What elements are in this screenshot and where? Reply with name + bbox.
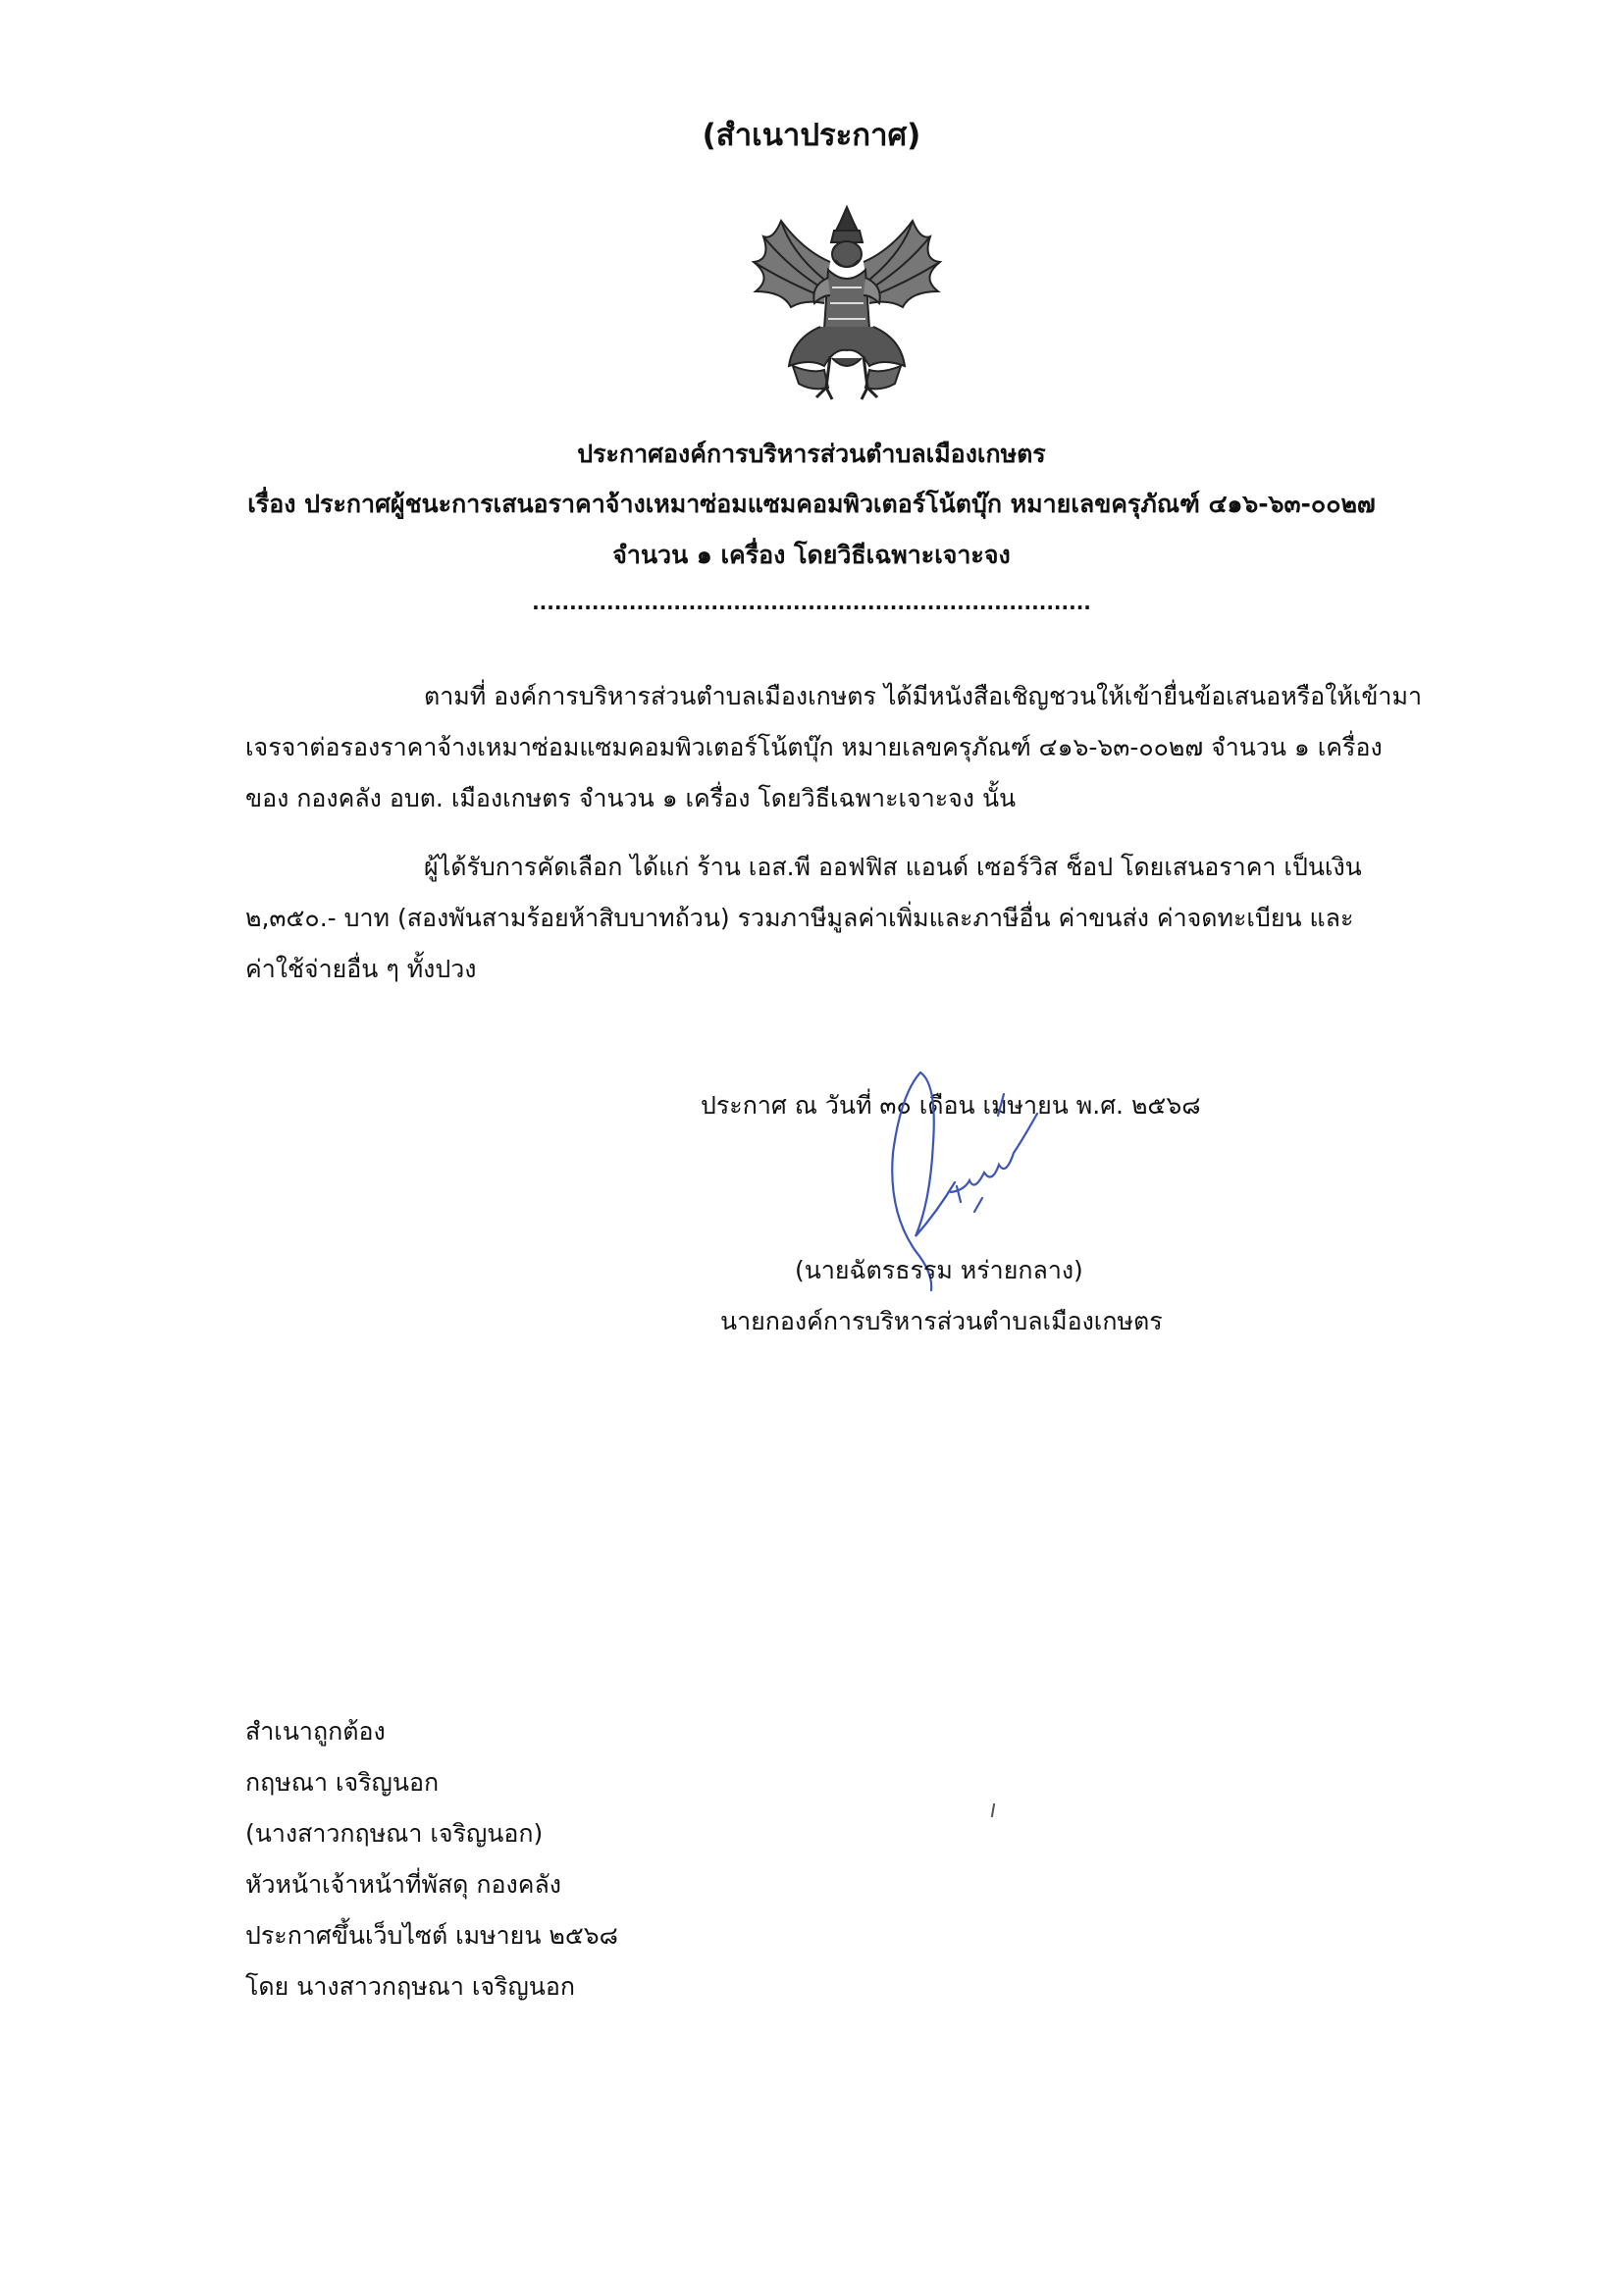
paragraph-1-line-1: ตามที่ องค์การบริหารส่วนตำบลเมืองเกษตร ได้มีหนังสือเชิญชวนให้เข้ายื่นข้อเสนอหรือให้เข้ามา [424,682,1422,710]
certification-line-1: สำเนาถูกต้อง [245,1717,386,1746]
certification-line-3: (นางสาวกฤษณา เจริญนอก) [245,1819,544,1848]
garuda-emblem-icon [734,201,960,407]
signatory-name: (นายฉัตรธรรม หร่ายกลาง) [795,1256,1083,1284]
paragraph-2-line-2: ๒,๓๕๐.- บาท (สองพันสามร้อยห้าสิบบาทถ้วน) รวมภาษีมูลค่าเพิ่มและภาษีอื่น ค่าขนส่ง ค่าจดทะเบียน และ [245,904,1354,932]
scan-mark [991,1803,995,1817]
paragraph-2-line-3: ค่าใช้จ่ายอื่น ๆ ทั้งปวง [245,955,477,983]
certification-line-5: ประกาศขึ้นเว็บไซต์ เมษายน ๒๕๖๘ [245,1921,618,1950]
title-line-1: ประกาศองค์การบริหารส่วนตำบลเมืองเกษตร [577,440,1046,468]
certification-line-4: หัวหน้าเจ้าหน้าที่พัสดุ กองคลัง [245,1870,561,1899]
copy-heading: (สำเนาประกาศ) [702,118,921,153]
certification-line-6: โดย นางสาวกฤษณา เจริญนอก [245,1972,576,2001]
title-divider: ........................................................................... [532,591,1091,614]
announcement-date: ประกาศ ณ วันที่ ๓๐ เดือน เมษายน พ.ศ. ๒๕๖๘ [701,1091,1201,1120]
paragraph-1-line-2: เจรจาต่อรองราคาจ้างเหมาซ่อมแซมคอมพิวเตอร์โน้ตบุ๊ก หมายเลขครุภัณฑ์ ๔๑๖-๖๓-๐๐๒๗ จำนวน ๑ เครื่อง [245,733,1383,761]
signatory-position: นายกองค์การบริหารส่วนตำบลเมืองเกษตร [720,1307,1163,1335]
certification-line-2: กฤษณา เจริญนอก [245,1768,440,1797]
title-line-3: จำนวน ๑ เครื่อง โดยวิธีเฉพาะเจาะจง [612,541,1011,569]
paragraph-1-line-3: ของ กองคลัง อบต. เมืองเกษตร จำนวน ๑ เครื่อง โดยวิธีเฉพาะเจาะจง นั้น [245,784,1017,812]
paragraph-2-line-1: ผู้ได้รับการคัดเลือก ได้แก่ ร้าน เอส.พี ออฟฟิส แอนด์ เซอร์วิส ช็อป โดยเสนอราคา เป็นเงิน [424,853,1362,881]
title-line-2: เรื่อง ประกาศผู้ชนะการเสนอราคาจ้างเหมาซ่อมแซมคอมพิวเตอร์โน้ตบุ๊ก หมายเลขครุภัณฑ์ ๔๑๖-๖๓-๐๐๒๗ [247,490,1376,518]
